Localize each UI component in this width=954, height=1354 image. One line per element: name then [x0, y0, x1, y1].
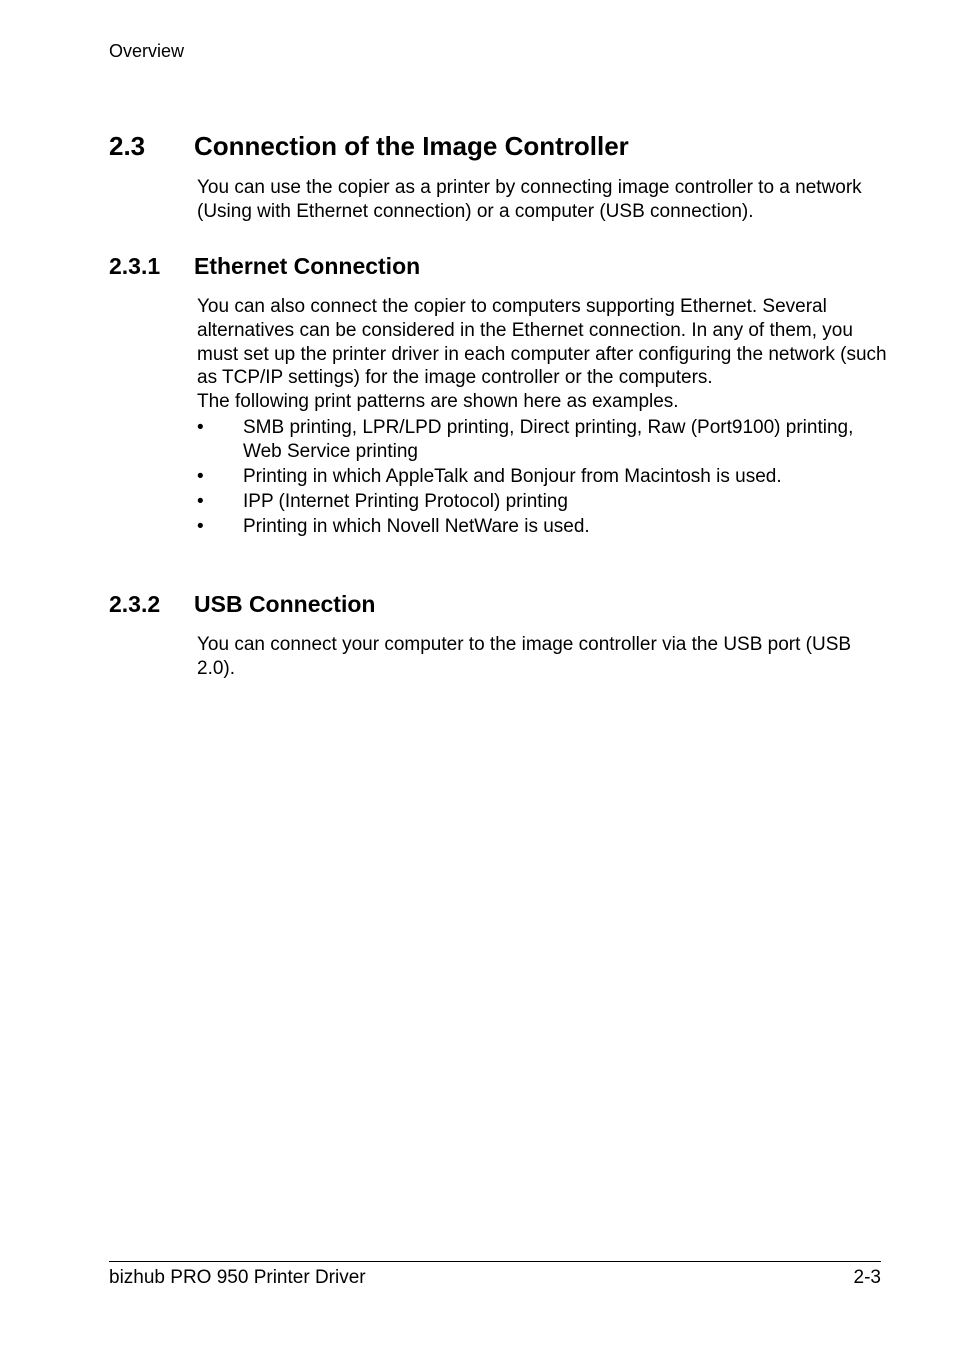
- usb-heading: [109, 590, 375, 618]
- ethernet-number: 2.3.1: [109, 253, 161, 279]
- list-item-text: Printing in which Novell NetWare is used.: [243, 515, 590, 537]
- list-item: [197, 515, 887, 539]
- bullet-icon: •: [197, 490, 204, 512]
- ethernet-examples-intro: The following print patterns are shown here as examples.: [197, 391, 679, 413]
- bullet-icon: •: [197, 416, 204, 438]
- section-intro-text: You can use the copier as a printer by connecting image controller to a network (Using with Ethernet connection) or a computer (USB connection).: [197, 177, 862, 222]
- footer-product: bizhub PRO 950 Printer Driver: [109, 1267, 366, 1288]
- list-item-text: Printing in which AppleTalk and Bonjour from Macintosh is used.: [243, 465, 782, 487]
- section-heading: [109, 130, 629, 162]
- ethernet-title: Ethernet Connection: [194, 253, 421, 279]
- usb-number: 2.3.2: [109, 591, 161, 617]
- section-title: Connection of the Image Controller: [194, 131, 629, 161]
- usb-title: USB Connection: [194, 591, 376, 617]
- footer-divider: [109, 1261, 881, 1262]
- ethernet-paragraph: You can also connect the copier to computers supporting Ethernet. Several alternatives can be considered in the Ethernet connection. In any of them, you must set up the printer driver in each computer after configuring the network (such as TCP/IP settings) for the image controller or the computers.: [197, 296, 887, 389]
- usb-body: [197, 633, 887, 681]
- list-item-text: SMB printing, LPR/LPD printing, Direct printing, Raw (Port9100) printing, Web Service printing: [243, 416, 854, 462]
- section-intro: [197, 176, 887, 224]
- list-item-text: IPP (Internet Printing Protocol) printing: [243, 490, 568, 512]
- usb-paragraph: You can connect your computer to the image controller via the USB port (USB 2.0).: [197, 634, 852, 679]
- footer-page-number: 2-3: [853, 1267, 881, 1288]
- list-item: [197, 490, 887, 514]
- ethernet-heading: [109, 252, 420, 280]
- bullet-icon: •: [197, 465, 204, 487]
- ethernet-body: [197, 295, 887, 540]
- section-number: 2.3: [109, 131, 146, 161]
- print-pattern-list: [197, 416, 887, 539]
- list-item: [197, 416, 887, 464]
- running-header: Overview: [109, 41, 185, 61]
- bullet-icon: •: [197, 515, 204, 537]
- list-item: [197, 465, 887, 489]
